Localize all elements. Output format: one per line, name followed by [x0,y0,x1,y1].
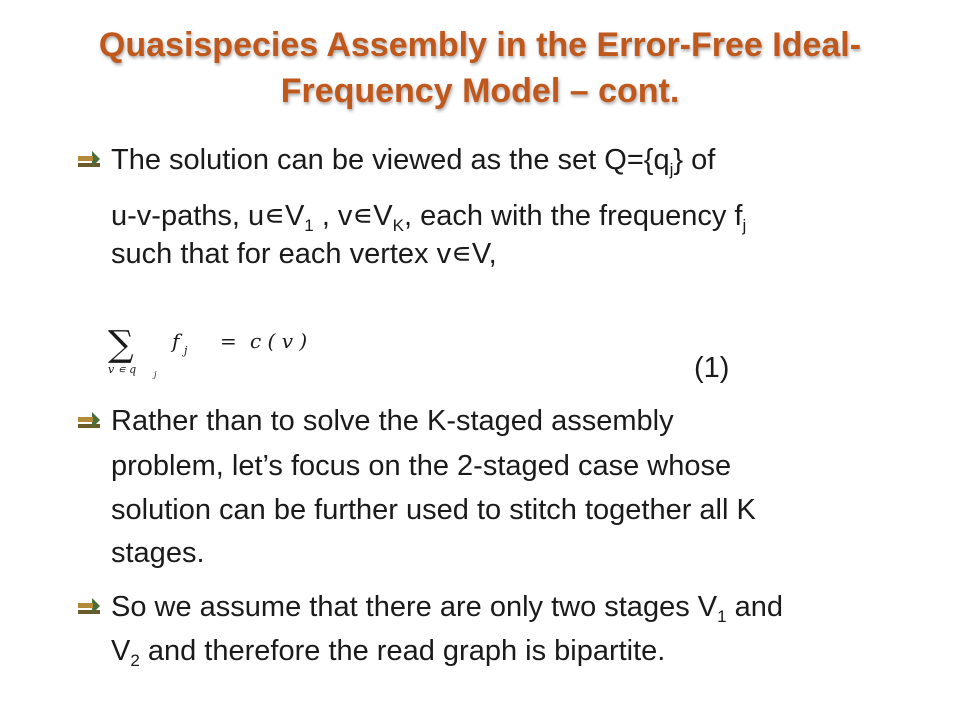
bullet3-text-c: V [111,635,131,667]
bullet2-line2: problem, let’s focus on the 2-staged case whose [111,450,732,482]
arrow-bullet-icon [78,410,100,432]
arrow-bullet-icon [78,149,100,171]
sum-formula [104,316,344,382]
bullet1-text-b: } of [673,144,716,176]
bullet3-line2 [111,633,665,669]
bullet1-line2 [111,198,746,234]
formula-rhs: c ( v ) [250,329,308,353]
sum-sign: ∑ [108,324,134,365]
bullet1-line3: such that for each vertex v∊V, [111,238,497,270]
title-line-2: Frequency Model – cont. [280,72,680,110]
bullet2-line3: solution can be further used to stitch together all K [111,494,756,526]
title-line-1: Quasispecies Assembly in the Error-Free Ideal- [98,26,862,64]
subscript: j [742,216,747,235]
bullet2-line4: stages. [111,537,205,569]
slide-title [60,22,900,114]
bullet1-text-c: u-v-paths, u∊V [111,200,305,232]
bullet1-text-e: , each with the frequency f [403,200,743,232]
bullet1-text-d: , v∊V [313,200,393,232]
subscript: 2 [130,651,140,670]
equation-number: (1) [694,352,730,384]
formula-lhs-sub: j [184,344,188,357]
bullet1-line1 [111,142,715,178]
bullet1-text-a: The solution can be viewed as the set Q={q [111,144,670,176]
formula-under-sub: j [154,370,157,379]
bullet3-text-d: and therefore the read graph is bipartite. [139,635,666,667]
formula-equals: = [220,329,237,353]
subscript: j [669,160,674,179]
subscript: K [392,216,404,235]
arrow-bullet-icon [78,596,100,618]
bullet3-line1 [111,589,783,625]
subscript: 1 [304,216,314,235]
bullet3-text-a: So we assume that there are only two stages V [111,591,718,623]
formula-lhs: f [172,329,180,353]
bullet3-text-b: and [726,591,784,623]
bullet2-line1: Rather than to solve the K-staged assembly [111,405,674,437]
subscript: 1 [717,607,727,626]
formula-under: v ∊ q [108,363,137,376]
